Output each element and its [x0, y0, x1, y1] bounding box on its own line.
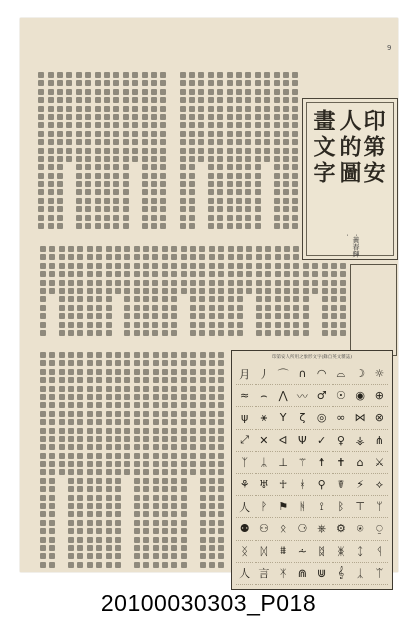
pictograph-glyph: ⋈: [352, 407, 369, 429]
pictograph-glyph: ᛨ: [352, 541, 369, 563]
pictograph-glyph: 人: [236, 563, 253, 585]
pictograph-glyph: ⚉: [236, 518, 253, 540]
pictograph-glyph: 〰: [294, 385, 311, 407]
pictograph-glyph: ⊥: [275, 452, 292, 474]
pictograph-glyph: ✕: [255, 430, 272, 452]
pictograph-glyph: ⟟: [313, 496, 330, 518]
pictograph-glyph: ☼: [371, 363, 388, 385]
pictograph-glyph: ᛒ: [332, 496, 349, 518]
pictograph-glyph: ⚙: [332, 518, 349, 540]
pictograph-glyph: ⚡: [352, 474, 369, 496]
body-text-middle: [30, 246, 348, 344]
pictograph-glyph: ⌒: [275, 363, 292, 385]
pictograph-glyph: ⩩: [275, 541, 292, 563]
pictograph-glyph: 月: [236, 363, 253, 385]
pictograph-grid: [236, 363, 388, 585]
title-line-3: 畫文字: [310, 109, 336, 187]
body-text-lower-left: [30, 352, 226, 572]
pictograph-glyph: ✓: [313, 430, 330, 452]
pictograph-glyph: ☨: [313, 452, 330, 474]
pictograph-glyph: ⋓: [313, 563, 330, 585]
pictograph-glyph: Y: [275, 407, 292, 429]
pictograph-glyph: ⚔: [371, 452, 388, 474]
pictograph-glyph: ᛞ: [255, 541, 272, 563]
pictograph-glyph: ♂: [313, 385, 330, 407]
scanned-page: [20, 18, 398, 581]
pictograph-glyph: ᛤ: [332, 541, 349, 563]
pictograph-glyph: ᚻ: [294, 496, 311, 518]
pictograph-glyph: ⚲: [313, 474, 330, 496]
pictograph-glyph: ⍟: [352, 518, 369, 540]
pictograph-glyph: ᛣ: [352, 563, 369, 585]
title-line-2: 人的圖: [336, 109, 362, 187]
pictograph-glyph: ⋒: [294, 563, 311, 585]
pictograph-glyph: ⊤: [352, 496, 369, 518]
pictograph-glyph: ᛡ: [275, 563, 292, 585]
pictograph-glyph: 人: [236, 496, 253, 518]
pictograph-glyph: ⌢: [255, 385, 272, 407]
pictograph-glyph: ☽: [352, 363, 369, 385]
pictograph-glyph: ≈: [236, 385, 253, 407]
pictograph-glyph: ᛘ: [371, 496, 388, 518]
pictograph-glyph: ☤: [332, 474, 349, 496]
page-number: 9: [387, 44, 392, 52]
pictograph-glyph: ᛥ: [313, 541, 330, 563]
pictograph-glyph: ✝: [332, 452, 349, 474]
notes-box: [350, 264, 397, 356]
pictograph-glyph: ⌂: [352, 452, 369, 474]
pictograph-glyph: ⍜: [371, 518, 388, 540]
pictograph-glyph: ⚶: [352, 430, 369, 452]
pictograph-glyph: ψ: [236, 407, 253, 429]
pictograph-glyph: ᛝ: [236, 541, 253, 563]
pictograph-glyph: ⊗: [371, 407, 388, 429]
body-text-upper-right: [170, 72, 300, 237]
pictograph-glyph: ᐊ: [275, 430, 292, 452]
pictograph-glyph: ᛉ: [236, 452, 253, 474]
article-title-box: [302, 98, 398, 260]
pictograph-glyph: ᛠ: [371, 563, 388, 585]
pictograph-glyph: ♅: [255, 474, 272, 496]
pictograph-glyph: ⊕: [371, 385, 388, 407]
body-text-upper-left: [30, 72, 168, 237]
pictograph-glyph: ⎈: [313, 518, 330, 540]
pictograph-glyph: ⚑: [275, 496, 292, 518]
pictograph-glyph: ⚆: [294, 518, 311, 540]
pictograph-glyph: ◎: [313, 407, 330, 429]
pictograph-glyph: ♀: [332, 430, 349, 452]
pictograph-glyph: ᚹ: [255, 496, 272, 518]
pictograph-glyph: ζ: [294, 407, 311, 429]
pictograph-glyph: ᚼ: [294, 474, 311, 496]
pictograph-glyph: ∩: [294, 363, 311, 385]
pictograph-glyph: 丿: [255, 363, 272, 385]
article-author: ·黃春輝·: [343, 234, 360, 258]
pictograph-glyph: ⟡: [371, 474, 388, 496]
pictograph-glyph: ⤢: [236, 430, 253, 452]
pictograph-glyph: ◠: [313, 363, 330, 385]
pictograph-glyph: 言: [255, 563, 272, 585]
pictograph-glyph: ⌓: [332, 363, 349, 385]
pictograph-glyph: ∞: [332, 407, 349, 429]
pictograph-glyph: ⚇: [255, 518, 272, 540]
pictograph-glyph: ᛟ: [275, 518, 292, 540]
pictograph-glyph: ᛦ: [255, 452, 272, 474]
pictograph-glyph: ⋔: [371, 430, 388, 452]
pictograph-glyph: 𝄞: [332, 563, 349, 585]
pictograph-glyph: ⚹: [255, 407, 272, 429]
pictograph-glyph: ☉: [332, 385, 349, 407]
pictograph-glyph: ⚚: [294, 452, 311, 474]
pictograph-glyph: ⚘: [236, 474, 253, 496]
pictograph-glyph: ☥: [275, 474, 292, 496]
image-filename: 20100030303_P018: [100, 590, 317, 616]
pictograph-glyph: ⋀: [275, 385, 292, 407]
pictograph-figure: [231, 350, 393, 590]
figure-caption: 印第安人所用之象形文字(錄自英文雜誌): [271, 355, 352, 360]
pictograph-glyph: Ψ: [294, 430, 311, 452]
pictograph-glyph: ᛩ: [371, 541, 388, 563]
pictograph-glyph: ◉: [352, 385, 369, 407]
title-line-1: 印第安: [360, 109, 386, 187]
pictograph-glyph: ⩪: [294, 541, 311, 563]
